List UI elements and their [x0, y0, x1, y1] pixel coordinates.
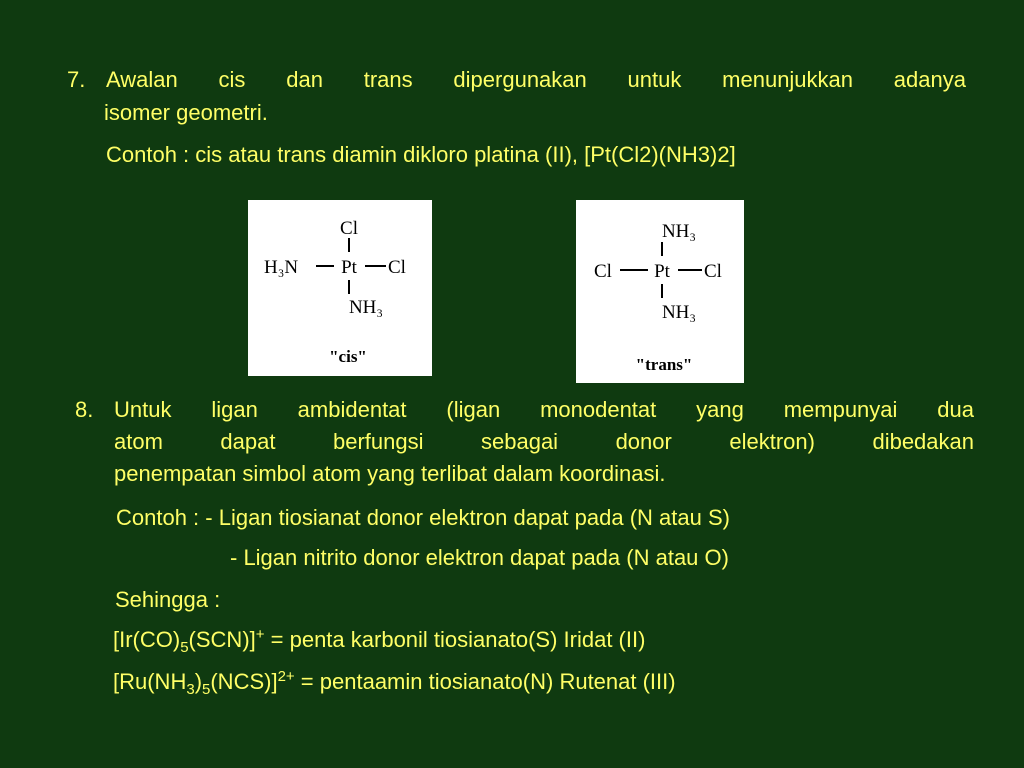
cis-label: "cis"	[329, 347, 367, 366]
item8-line2: atom dapat berfungsi sebagai donor elektron) dibedakan	[114, 429, 974, 454]
cis-right-ligand: Cl	[388, 257, 406, 278]
item8-line3: penempatan simbol atom yang terlibat dalam koordinasi.	[114, 461, 666, 486]
item8-number: 8.	[75, 397, 94, 422]
cis-left-ligand: H₃N	[264, 257, 299, 278]
item7-line1: Awalan cis dan trans dipergunakan untuk menunjukkan adanya	[106, 67, 966, 92]
trans-label: "trans"	[635, 355, 693, 374]
cis-structure-diagram	[248, 200, 432, 376]
trans-left-ligand: Cl	[594, 261, 612, 282]
item7-number: 7.	[67, 67, 86, 92]
trans-bottom-ligand: NH₃	[661, 302, 697, 323]
formula-ruthenium-charge: 2+	[277, 668, 295, 685]
trans-top-ligand: NH₃	[661, 221, 697, 242]
formula-ruthenium-name: = pentaamin tiosianato(N) Rutenat (III)	[294, 669, 676, 694]
formula-iridium-name: = penta karbonil tiosianato(S) Iridat (II)	[264, 627, 646, 652]
formula-iridium-sub: 5	[180, 639, 189, 656]
item8-example2: - Ligan nitrito donor elektron dapat pada (N atau O)	[230, 545, 729, 570]
formula-ruthenium-part-c: (NCS)]	[210, 669, 278, 694]
cis-top-ligand: Cl	[340, 218, 358, 239]
formula-ruthenium	[113, 667, 676, 697]
item8-therefore: Sehingga :	[115, 587, 221, 612]
formula-iridium	[113, 625, 645, 655]
formula-ruthenium-sub2: 5	[202, 681, 211, 698]
formula-iridium-part-b: (SCN)]	[188, 627, 256, 652]
formula-ruthenium-sub1: 3	[186, 681, 195, 698]
trans-structure-diagram	[576, 200, 744, 383]
formula-ruthenium-part-a: [Ru(NH	[113, 669, 187, 694]
cis-center-metal: Pt	[341, 257, 357, 278]
formula-iridium-charge: +	[255, 626, 265, 643]
trans-right-ligand: Cl	[704, 261, 722, 282]
item7-example: Contoh : cis atau trans diamin dikloro platina (II), [Pt(Cl2)(NH3)2]	[106, 142, 736, 167]
item7-line2: isomer geometri.	[104, 100, 268, 125]
formula-ruthenium-part-b: )	[194, 669, 203, 694]
item8-example1: Contoh : - Ligan tiosianat donor elektron dapat pada (N atau S)	[116, 505, 730, 530]
formula-iridium-part-a: [Ir(CO)	[113, 627, 181, 652]
trans-center-metal: Pt	[654, 261, 670, 282]
cis-bottom-ligand: NH₃	[348, 297, 384, 318]
item8-line1: Untuk ligan ambidentat (ligan monodentat yang mempunyai dua	[114, 397, 974, 422]
